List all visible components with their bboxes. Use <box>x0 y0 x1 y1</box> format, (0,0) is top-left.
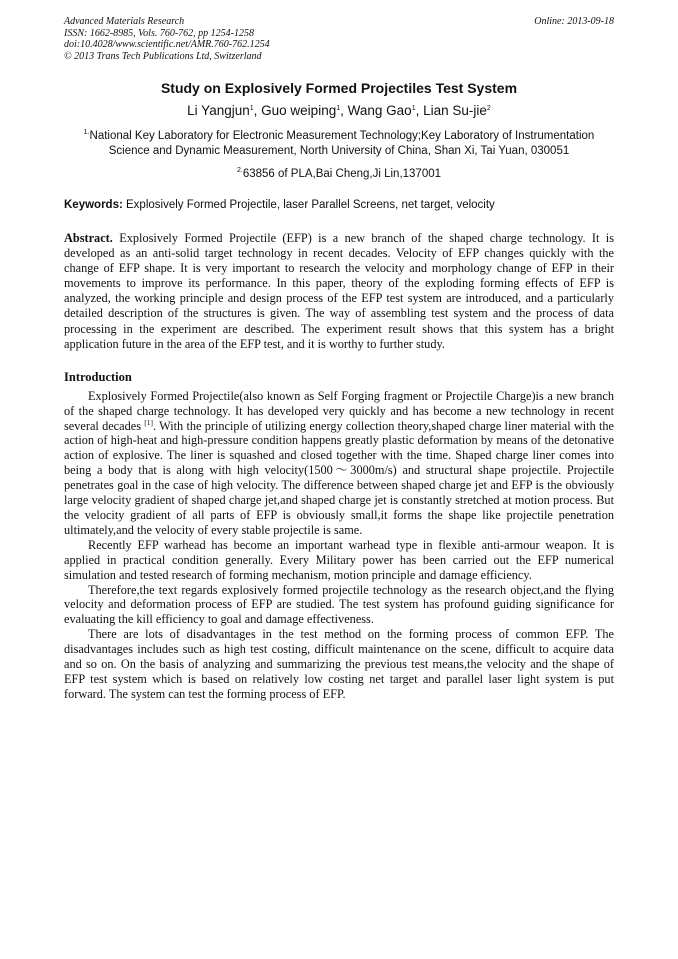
affiliation-1 <box>64 129 614 159</box>
abstract-label: Abstract. <box>64 231 113 245</box>
journal-name: Advanced Materials Research <box>64 16 185 27</box>
intro-paragraph-1 <box>64 389 614 538</box>
author-list <box>64 102 614 119</box>
online-date: Online: 2013-09-18 <box>534 16 614 27</box>
abstract-text: Explosively Formed Projectile (EFP) is a new branch of the shaped charge technology. It is developed as an anti-solid target technology in recent decades. Velocity of EFP changes quickly with the change of EFP shape. It is very important to research the velocity and morphology change of EFP in their movements to improve its performance. In this paper, theory of the exploding forming effects of EFP is analyzed, the working principle and design process of the EFP test system are introduced, and a particularly detailed description of the structures is given. The way of assembling test system and the process of data processing in the experiment are described. The experiment result shows that this system has a bright application future in the area of the EFP test, and it is worthy to further study. <box>64 231 615 351</box>
intro-paragraph-2: Recently EFP warhead has become an important warhead type in flexible anti-armour weapon. It is applied in practical condition generally. Every Military power has been carried out the EFP numerical simulation and tested research of forming mechanism, motion principle and damage efficiency. <box>64 537 614 582</box>
author-affiliation-mark: 1 <box>411 105 416 112</box>
copyright-line: © 2013 Trans Tech Publications Ltd, Switzerland <box>64 50 262 62</box>
issn-line: ISSN: 1662-8985, Vols. 760-762, pp 1254-1258 <box>64 27 254 39</box>
author-affiliation-mark: 1 <box>249 105 254 112</box>
affiliation-mark: 1. <box>83 129 90 136</box>
affiliation-mark: 2. <box>236 167 243 174</box>
author-affiliation-mark: 2 <box>486 105 491 112</box>
abstract <box>64 231 614 352</box>
keywords-label: Keywords: <box>64 199 123 211</box>
doi-line: doi:10.4028/www.scientific.net/AMR.760-762.1254 <box>64 39 270 50</box>
intro-paragraph-3: Therefore,the text regards explosively formed projectile technology as the research object,and the flying velocity and deformation process of EFP are studied. The test system has profound guiding significance for evaluating the kill efficiency to goal and damage effectiveness. <box>64 582 614 627</box>
author-separator: , <box>253 103 262 118</box>
section-heading-introduction: Introduction <box>64 369 132 384</box>
intro-paragraph-4: There are lots of disadvantages in the test method on the forming process of common EFP. The disadvantages includes such as high test costing, difficult maintenance on the scene, difficult to acquire data and so on. On the basis of analyzing and summarizing the previous test means,the velocity and the shape of EFP test system which is based on relatively low costing net target and parallel laser light system is put forward. The system can test the forming process of EFP. <box>64 627 614 701</box>
author-name: Guo weiping <box>261 103 337 118</box>
paragraph-text: . With the principle of utilizing energy collection theory,shaped charge liner material with the action of high-heat and high-pressure condition happens greatly plastic deformation by means of the detonative action of explosive. The liner is squashed and closed together with the time. Shaped charge liner comes into being a body that is along with high velocity(1500～3000m/s) and structural shape projectile. Projectile penetrates goal in the case of high velocity. The difference between shaped charge jet and EFP is the obviously large velocity gradient of shaped charge jet,and shaped charge jet is constantly stretched at motion process. But the velocity gradient of all parts of EFP is obviously small,it forms the shape like projectile penetration ultimately,and the velocity of every stable projectile is same. <box>64 418 615 537</box>
author-name: Wang Gao <box>347 103 412 118</box>
affiliation-text: National Key Laboratory for Electronic Measurement Technology;Key Laboratory of Instrumentation Science and Dynamic Measurement, North University of China, Shan Xi, Tai Yuan, 030051 <box>89 130 595 157</box>
affiliation-2 <box>64 167 614 182</box>
author-separator: , <box>340 103 348 118</box>
author-name: Lian Su-jie <box>423 103 487 118</box>
author-name: Li Yangjun <box>187 103 250 118</box>
affiliation-text: 63856 of PLA,Bai Cheng,Ji Lin,137001 <box>242 168 442 180</box>
paragraph-text: Explosively Formed Projectile(also known as Self Forging fragment or Projectile Charge)is a new branch of the shaped charge technology. It has developed very quickly and has become a new technology in recent several decades <box>64 388 614 433</box>
author-separator: , <box>415 103 424 118</box>
citation-ref: [1] <box>144 417 153 427</box>
keywords <box>64 198 614 213</box>
keywords-text: Explosively Formed Projectile, laser Parallel Screens, net target, velocity <box>126 199 495 211</box>
author-affiliation-mark: 1 <box>336 105 341 112</box>
journal-header <box>64 16 614 62</box>
paper-title: Study on Explosively Formed Projectiles Test System <box>160 80 518 96</box>
